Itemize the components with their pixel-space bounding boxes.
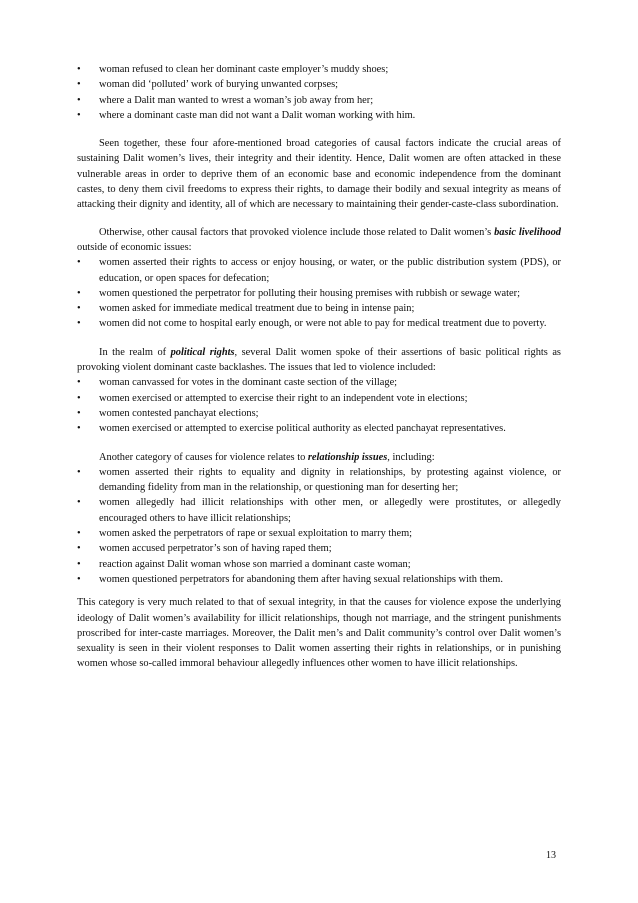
bullet-list-economic	[77, 62, 561, 123]
list-item: • women exercised or attempted to exercise their right to an independent vote in elections;	[77, 391, 561, 406]
list-item: • woman refused to clean her dominant caste employer’s muddy shoes;	[77, 62, 561, 77]
page-number: 13	[546, 850, 556, 861]
bullet-list-political	[77, 375, 561, 436]
document-body	[77, 62, 561, 672]
text: Otherwise, other causal factors that provoked violence include those related to Dalit women’s	[99, 226, 495, 238]
text: , several Dalit women spoke of their assertions of basic political rights as provoking violent dominant caste backlashes. The issues that led to violence included:	[77, 346, 561, 374]
text: In the realm of	[99, 346, 171, 358]
emphasis-basic-livelihood: basic livelihood	[494, 226, 561, 238]
list-item: • women questioned perpetrators for abandoning them after having sexual relationships with them.	[77, 572, 561, 587]
bullet-list-relationship	[77, 465, 561, 587]
list-item: • where a Dalit man wanted to wrest a woman’s job away from her;	[77, 93, 561, 108]
paragraph-conclusion: This category is very much related to that of sexual integrity, in that the causes for violence expose the underlying ideology of Dalit women’s availability for illicit relationships, though not marriage, and the stringent punishments proscribed for inter-caste marriages. Moreover, the Dalit men’s and Dalit community’s control over Dalit women’s sexuality is seen in their violent responses to Dalit women asserting their rights in relationships, or in punishing women whose so-called immoral behaviour allegedly influences other women to have illicit relationships.	[77, 597, 561, 670]
list-item: • women accused perpetrator’s son of having raped them;	[77, 541, 561, 556]
paragraph-relationship	[77, 450, 561, 465]
list-item: • women asserted their rights to access or enjoy housing, or water, or the public distribution system (PDS), or education, or open spaces for defecation;	[77, 255, 561, 286]
list-item: • women asserted their rights to equality and dignity in relationships, by protesting against violence, or demanding fidelity from man in the relationship, or questioning man for deserting her;	[77, 465, 561, 496]
paragraph-political	[77, 345, 561, 376]
list-item: • women did not come to hospital early enough, or were not able to pay for medical treatment due to poverty.	[77, 316, 561, 331]
text: , including:	[387, 451, 435, 463]
emphasis-political-rights: political rights	[170, 346, 235, 358]
emphasis-relationship-issues: relationship issues	[307, 451, 388, 463]
text: Another category of causes for violence relates to	[99, 451, 308, 463]
list-item: • women exercised or attempted to exercise political authority as elected panchayat representatives.	[77, 421, 561, 436]
list-item: • women asked the perpetrators of rape or sexual exploitation to marry them;	[77, 526, 561, 541]
list-item: • women asked for immediate medical treatment due to being in intense pain;	[77, 301, 561, 316]
paragraph-livelihood	[77, 225, 561, 256]
list-item: • women questioned the perpetrator for polluting their housing premises with rubbish or sewage water;	[77, 286, 561, 301]
list-item: • reaction against Dalit woman whose son married a dominant caste woman;	[77, 557, 561, 572]
paragraph-summary: Seen together, these four afore-mentioned broad categories of causal factors indicate the crucial areas of sustaining Dalit women’s lives, their integrity and their identity. Hence, Dalit women are often attacked in these vulnerable areas in order to deprive them of an economic base and economic independence from the dominant castes, to deny them civil freedoms to express their rights, to damage their bodily and sexual integrity as means of attacking their dignity and identity, all of which are necessary to maintaining their gender-caste-class subordination.	[77, 138, 561, 211]
list-item: • women allegedly had illicit relationships with other men, or allegedly were prostitutes, or allegedly encouraged others to have illicit relationships;	[77, 495, 561, 526]
list-item: • women contested panchayat elections;	[77, 406, 561, 421]
list-item: • where a dominant caste man did not want a Dalit woman working with him.	[77, 108, 561, 123]
text: outside of economic issues:	[77, 241, 192, 253]
bullet-list-livelihood	[77, 255, 561, 331]
list-item: • woman did ‘polluted’ work of burying unwanted corpses;	[77, 77, 561, 92]
list-item: • woman canvassed for votes in the dominant caste section of the village;	[77, 375, 561, 390]
